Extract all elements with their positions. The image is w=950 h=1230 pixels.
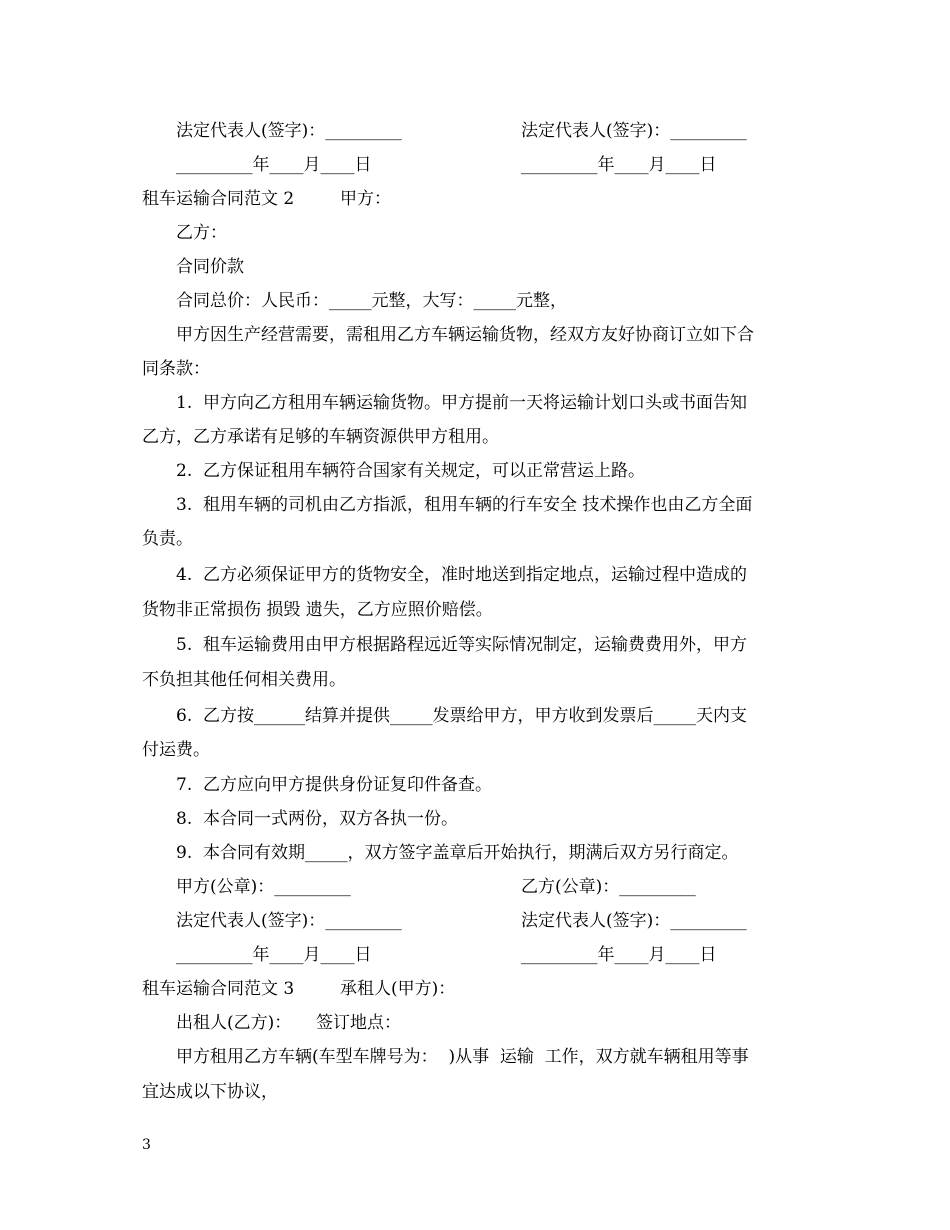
clause-line <box>0 768 950 802</box>
clause-line <box>0 836 950 870</box>
party-b-label: 乙方： <box>176 223 227 243</box>
clause-text: 5. 租车运输费用由甲方根据路程远近等实际情况制定，运输费费用外，甲方 <box>176 635 748 655</box>
lessee-label: 承租人(甲方)： <box>340 979 456 999</box>
clause-line <box>0 628 950 662</box>
clause-text: 1. 甲方向乙方租用车辆运输货物。甲方提前一天将运输计划口头或书面告知 <box>176 393 748 413</box>
paragraph-line <box>0 1040 950 1074</box>
clause-line <box>0 733 950 767</box>
legal-rep-signature-left: 法定代表人(签字)：_________ <box>176 121 402 141</box>
clause-line <box>0 488 950 522</box>
clause-text: 3. 租用车辆的司机由乙方指派，租用车辆的行车安全 技术操作也由乙方全面 <box>176 495 753 515</box>
party-a-seal: 甲方(公章)：_________ <box>176 877 351 897</box>
clause-text: 负责。 <box>142 529 193 549</box>
clause-text: 付运费。 <box>142 740 210 760</box>
paragraph-line <box>0 352 950 386</box>
date-right: _________年____月____日 <box>521 945 717 965</box>
clause-line <box>0 593 950 627</box>
clause-text: 8. 本合同一式两份，双方各执一份。 <box>176 809 459 829</box>
paragraph-line <box>0 216 950 250</box>
clause-text: 6. 乙方按______结算并提供_____发票给甲方，甲方收到发票后_____天内支 <box>176 706 748 726</box>
lessor-label: 出租人(乙方)： <box>176 1013 292 1033</box>
paragraph-line <box>0 284 950 318</box>
paragraph-line <box>0 250 950 284</box>
clause-text: 乙方，乙方承诺有足够的车辆资源供甲方租用。 <box>142 427 499 447</box>
clause-line <box>0 522 950 556</box>
intro-text: 甲方因生产经营需要，需租用乙方车辆运输货物，经双方友好协商订立如下合 <box>176 325 754 345</box>
date-row <box>0 148 950 182</box>
intro-text: 宜达成以下协议， <box>142 1082 278 1102</box>
signature-row <box>0 114 950 148</box>
signing-place-label: 签订地点： <box>316 1013 401 1033</box>
seal-row <box>0 870 950 904</box>
date-left: _________年____月____日 <box>176 155 372 175</box>
signature-row <box>0 904 950 938</box>
legal-rep-signature-right: 法定代表人(签字)：_________ <box>521 911 747 931</box>
paragraph-line <box>0 1006 950 1040</box>
clause-line <box>0 454 950 488</box>
clause-text: 不负担其他任何相关费用。 <box>142 670 346 690</box>
date-right: _________年____月____日 <box>521 155 717 175</box>
section-heading-row <box>0 182 950 216</box>
intro-text: 甲方租用乙方车辆(车型车牌号为： )从事 运输 工作，双方就车辆租用等事 <box>176 1047 749 1067</box>
party-b-seal: 乙方(公章)：_________ <box>521 877 696 897</box>
section-title: 租车运输合同范文 3 <box>142 979 295 999</box>
date-left: _________年____月____日 <box>176 945 372 965</box>
paragraph-line <box>0 1075 950 1109</box>
paragraph-line <box>0 318 950 352</box>
page-number: 3 <box>142 1137 151 1153</box>
clause-line <box>0 558 950 592</box>
legal-rep-signature-right: 法定代表人(签字)：_________ <box>521 121 747 141</box>
party-a-label: 甲方： <box>340 189 391 209</box>
section-title: 租车运输合同范文 2 <box>142 189 295 209</box>
clause-line <box>0 420 950 454</box>
clause-text: 2. 乙方保证租用车辆符合国家有关规定，可以正常营运上路。 <box>176 461 646 481</box>
clause-text: 4. 乙方必须保证甲方的货物安全，准时地送到指定地点，运输过程中造成的 <box>176 565 748 585</box>
clause-text: 货物非正常损伤 损毁 遗失，乙方应照价赔偿。 <box>142 600 493 620</box>
price-heading: 合同价款 <box>176 257 244 277</box>
legal-rep-signature-left: 法定代表人(签字)：_________ <box>176 911 402 931</box>
clause-text: 9. 本合同有效期_____，双方签字盖章后开始执行，期满后双方另行商定。 <box>176 843 739 863</box>
intro-text: 同条款： <box>142 359 210 379</box>
clause-line <box>0 663 950 697</box>
clause-line <box>0 802 950 836</box>
clause-line <box>0 386 950 420</box>
price-line: 合同总价：人民币：_____元整，大写：_____元整， <box>176 291 567 311</box>
clause-text: 7. 乙方应向甲方提供身份证复印件备查。 <box>176 775 493 795</box>
date-row <box>0 938 950 972</box>
section-heading-row <box>0 972 950 1006</box>
clause-line <box>0 699 950 733</box>
